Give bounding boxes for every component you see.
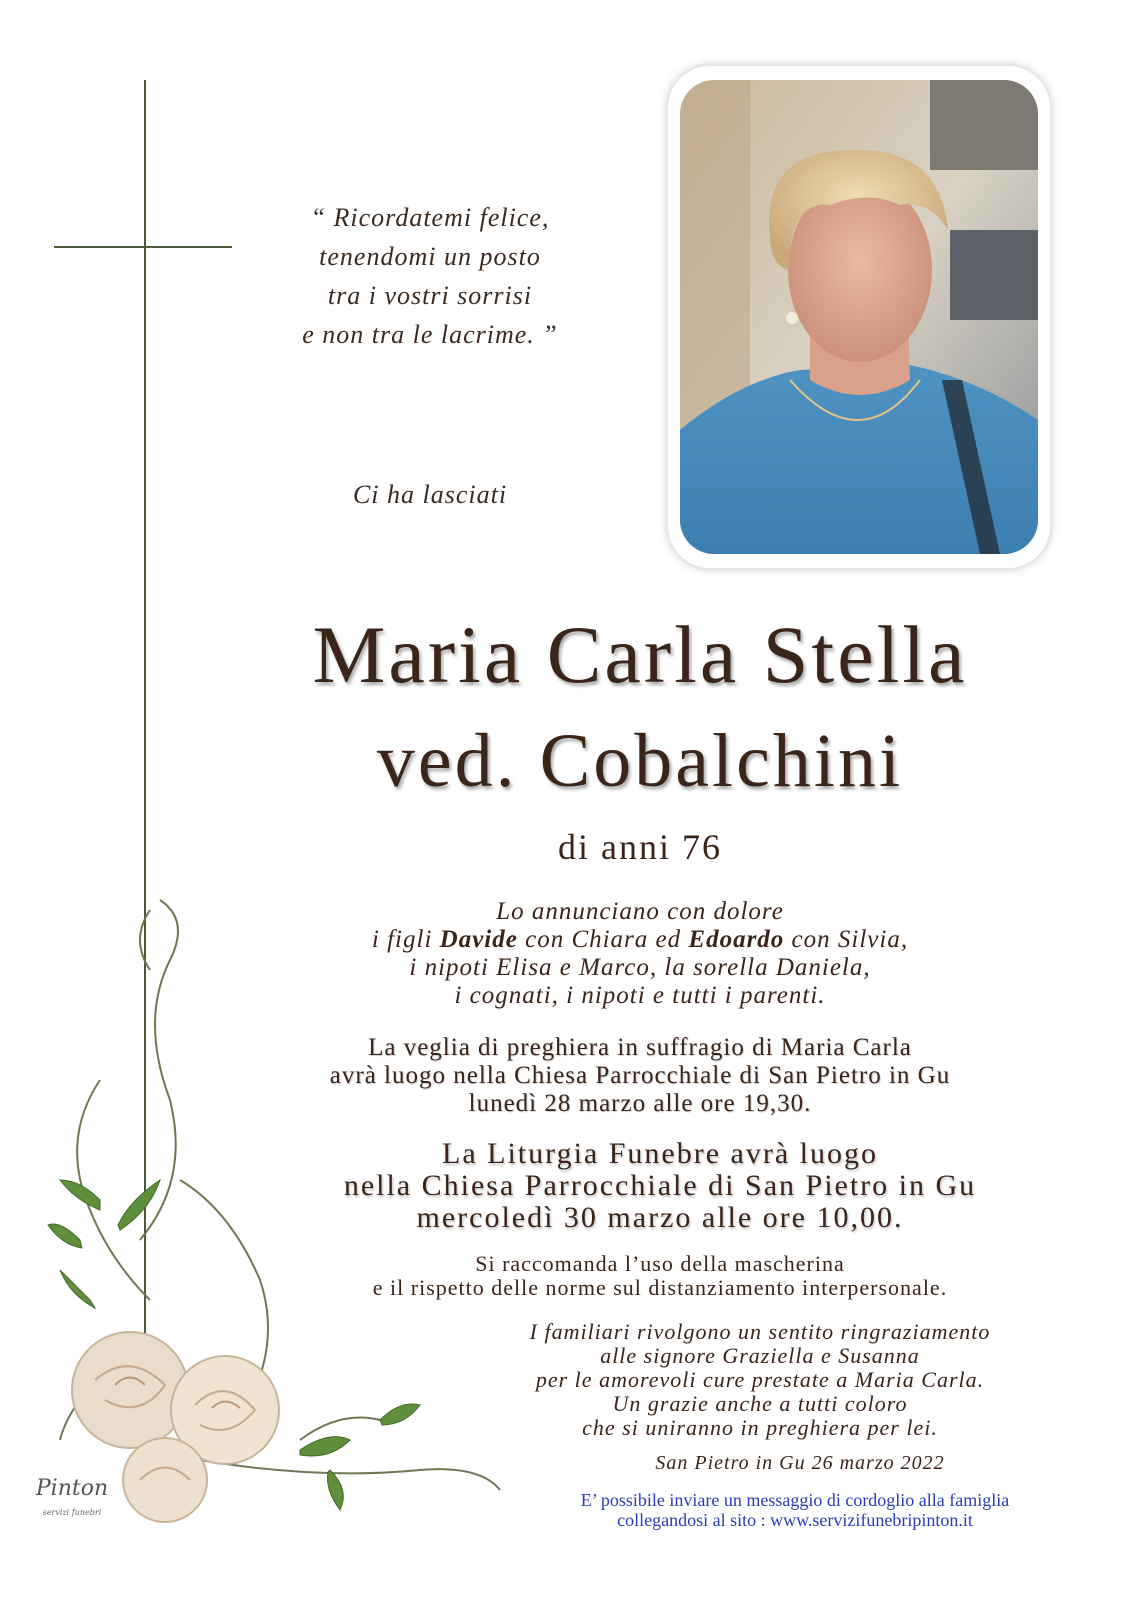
child-name-bold: Davide bbox=[439, 926, 518, 953]
deceased-age: di anni 76 bbox=[558, 827, 722, 867]
portrait-photo bbox=[680, 80, 1038, 554]
cross-horizontal-bar bbox=[54, 246, 232, 248]
condolence-link[interactable]: collegandosi al sito : www.servizifunebripinton.it bbox=[617, 1510, 973, 1530]
deceased-married-name: ved. Cobalchini bbox=[376, 719, 904, 803]
announcement-text: con Silvia, bbox=[784, 926, 909, 953]
funeral-line: nella Chiesa Parrocchiale di San Pietro in Gu bbox=[343, 1169, 977, 1202]
announcement-line: i nipoti Elisa e Marco, la sorella Daniela, bbox=[409, 954, 871, 981]
epigraph bbox=[250, 198, 610, 354]
vigil-line: avrà luogo nella Chiesa Parrocchiale di San Pietro in Gu bbox=[329, 1062, 951, 1089]
child-name-bold: Edoardo bbox=[688, 926, 785, 953]
thanks-line: I familiari rivolgono un sentito ringraziamento bbox=[529, 1319, 991, 1344]
thanks-line: che si uniranno in preghiera per lei. bbox=[582, 1415, 938, 1440]
thanks-note bbox=[420, 1320, 1100, 1440]
mask-line: e il rispetto delle norme sul distanziamento interpersonale. bbox=[372, 1275, 948, 1300]
logo-subtitle: servizi funebri bbox=[42, 1508, 102, 1517]
announcement-text: i figli bbox=[371, 926, 440, 953]
vigil-line: lunedì 28 marzo alle ore 19,30. bbox=[468, 1090, 812, 1117]
announcement-line: Lo annunciano con dolore bbox=[496, 898, 784, 925]
deceased-name: Maria Carla Stella bbox=[312, 609, 968, 700]
epigraph-line: e non tra le lacrime. ” bbox=[302, 320, 558, 349]
portrait-frame bbox=[668, 66, 1050, 568]
place-date: San Pietro in Gu 26 marzo 2022 bbox=[655, 1452, 945, 1474]
funeral-line: mercoledì 30 marzo alle ore 10,00. bbox=[416, 1201, 904, 1234]
logo-brand: Pinton bbox=[35, 1476, 109, 1501]
pinton-logo bbox=[22, 1468, 122, 1528]
vigil-line: La veglia di preghiera in suffragio di Maria Carla bbox=[368, 1034, 912, 1061]
rose-decoration bbox=[0, 880, 520, 1540]
epigraph-line: “ Ricordatemi felice, bbox=[310, 203, 550, 232]
announcement-line: i cognati, i nipoti e tutti i parenti. bbox=[454, 982, 826, 1009]
thanks-line: per le amorevoli cure prestate a Maria Carla. bbox=[535, 1367, 985, 1392]
epigraph-line: tra i vostri sorrisi bbox=[327, 281, 533, 310]
epigraph-line: tenendomi un posto bbox=[319, 242, 541, 271]
thanks-line: alle signore Graziella e Susanna bbox=[600, 1343, 920, 1368]
announcement-text: con Chiara ed bbox=[517, 926, 689, 953]
thanks-line: Un grazie anche a tutti coloro bbox=[612, 1391, 908, 1416]
left-us-text: Ci ha lasciati bbox=[352, 480, 508, 509]
condolence-line: E’ possibile inviare un messaggio di cordoglio alla famiglia bbox=[580, 1490, 1010, 1510]
condolence-info bbox=[500, 1490, 1090, 1530]
mask-line: Si raccomanda l’uso della mascherina bbox=[475, 1251, 845, 1276]
funeral-line: La Liturgia Funebre avrà luogo bbox=[442, 1137, 878, 1170]
